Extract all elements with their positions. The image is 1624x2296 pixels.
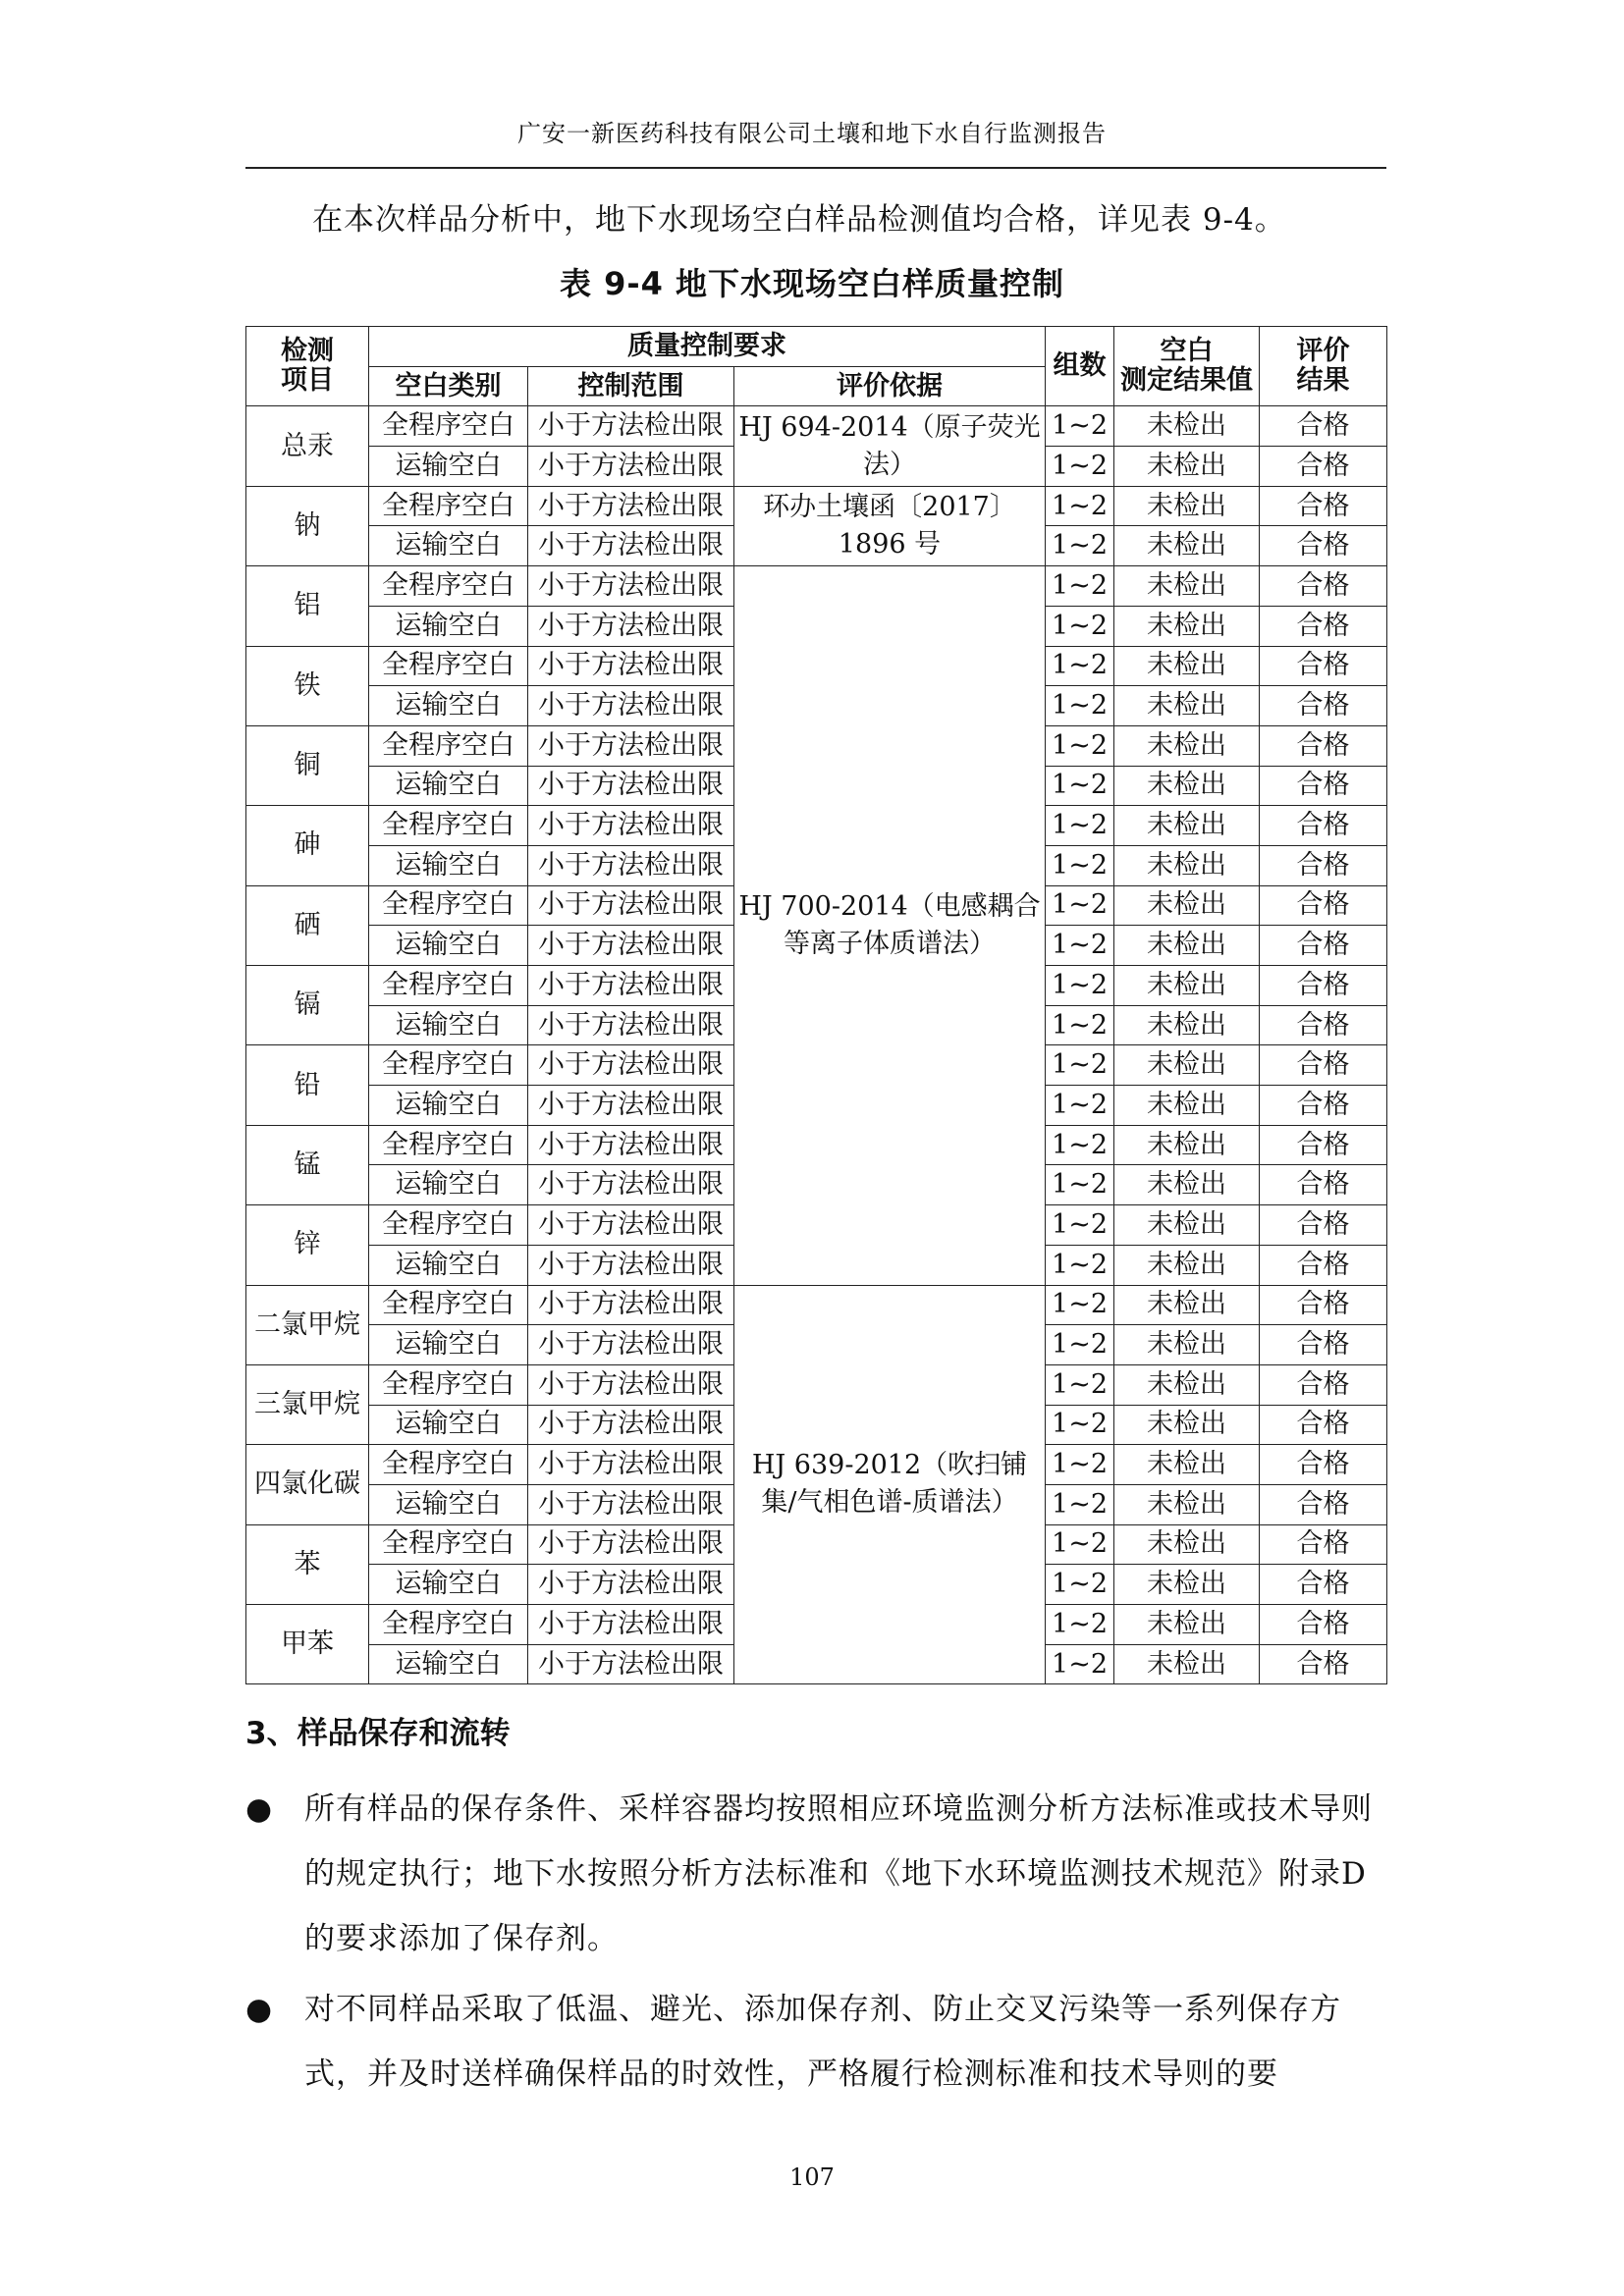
bullet-dot: ● — [245, 1992, 274, 2027]
control-range-cell: 小于方法检出限 — [528, 1445, 734, 1485]
result-cell: 合格 — [1260, 1005, 1387, 1045]
page-header: 广安一新医药科技有限公司土壤和地下水自行监测报告 — [517, 120, 1107, 147]
blank-type-cell: 全程序空白 — [369, 1285, 528, 1325]
result-cell: 合格 — [1260, 1484, 1387, 1524]
control-range-cell: 小于方法检出限 — [528, 1005, 734, 1045]
blank-type-cell: 全程序空白 — [369, 1045, 528, 1086]
header-rule — [245, 167, 1386, 169]
result-cell: 合格 — [1260, 566, 1387, 607]
evaluation-basis-cell: HJ 700-2014（电感耦合等离子体质谱法） — [734, 566, 1046, 1285]
groups-cell: 1~2 — [1046, 1644, 1114, 1684]
result-cell: 合格 — [1260, 1405, 1387, 1445]
blank-type-cell: 全程序空白 — [369, 646, 528, 686]
qc-table-body — [246, 406, 1387, 1684]
blank-type-cell: 运输空白 — [369, 1086, 528, 1126]
result-cell: 合格 — [1260, 486, 1387, 526]
blank-value-cell: 未检出 — [1114, 845, 1260, 885]
control-range-cell: 小于方法检出限 — [528, 646, 734, 686]
result-cell: 合格 — [1260, 686, 1387, 726]
bullet-text: 所有样品的保存条件、采样容器均按照相应环境监测分析方法标准或技术导则的规定执行；地下水按照分析方法标准和《地下水环境监测技术规范》附录D的要求添加了保存剂。 — [304, 1791, 1373, 1956]
blank-type-cell: 运输空白 — [369, 1245, 528, 1285]
blank-value-cell: 未检出 — [1114, 1325, 1260, 1365]
groups-cell: 1~2 — [1046, 1205, 1114, 1246]
blank-type-cell: 运输空白 — [369, 447, 528, 487]
blank-type-cell: 全程序空白 — [369, 806, 528, 846]
blank-value-cell: 未检出 — [1114, 1005, 1260, 1045]
control-range-cell: 小于方法检出限 — [528, 845, 734, 885]
item-name-cell: 钠 — [246, 486, 369, 565]
header-groups: 组数 — [1046, 327, 1114, 406]
control-range-cell: 小于方法检出限 — [528, 1086, 734, 1126]
blank-type-cell: 运输空白 — [369, 1325, 528, 1365]
result-cell: 合格 — [1260, 1205, 1387, 1246]
blank-type-cell: 运输空白 — [369, 766, 528, 806]
blank-type-cell: 全程序空白 — [369, 1445, 528, 1485]
groups-cell: 1~2 — [1046, 1445, 1114, 1485]
bullet-item — [245, 1777, 1386, 1971]
blank-value-cell: 未检出 — [1114, 1405, 1260, 1445]
blank-value-cell: 未检出 — [1114, 1125, 1260, 1165]
table-row — [246, 1285, 1387, 1325]
groups-cell: 1~2 — [1046, 1285, 1114, 1325]
groups-cell: 1~2 — [1046, 1325, 1114, 1365]
blank-value-cell: 未检出 — [1114, 566, 1260, 607]
groups-cell: 1~2 — [1046, 1405, 1114, 1445]
blank-value-cell: 未检出 — [1114, 406, 1260, 447]
result-cell: 合格 — [1260, 966, 1387, 1006]
blank-type-cell: 运输空白 — [369, 1165, 528, 1205]
result-cell: 合格 — [1260, 646, 1387, 686]
groups-cell: 1~2 — [1046, 526, 1114, 566]
item-name-cell: 硒 — [246, 885, 369, 965]
item-name-cell: 铝 — [246, 566, 369, 646]
control-range-cell: 小于方法检出限 — [528, 1125, 734, 1165]
item-name-cell: 砷 — [246, 806, 369, 885]
blank-value-cell: 未检出 — [1114, 1285, 1260, 1325]
blank-value-cell: 未检出 — [1114, 966, 1260, 1006]
control-range-cell: 小于方法检出限 — [528, 1524, 734, 1565]
control-range-cell: 小于方法检出限 — [528, 486, 734, 526]
result-cell: 合格 — [1260, 1285, 1387, 1325]
evaluation-basis-cell: HJ 639-2012（吹扫铺集/气相色谱-质谱法） — [734, 1285, 1046, 1684]
blank-type-cell: 全程序空白 — [369, 885, 528, 926]
section-title: 3、样品保存和流转 — [245, 1716, 511, 1751]
groups-cell: 1~2 — [1046, 447, 1114, 487]
blank-type-cell: 全程序空白 — [369, 1205, 528, 1246]
header-range: 控制范围 — [528, 366, 734, 406]
blank-value-cell: 未检出 — [1114, 725, 1260, 766]
result-cell: 合格 — [1260, 1125, 1387, 1165]
result-cell: 合格 — [1260, 1605, 1387, 1645]
blank-value-cell: 未检出 — [1114, 1644, 1260, 1684]
groups-cell: 1~2 — [1046, 606, 1114, 646]
control-range-cell: 小于方法检出限 — [528, 1285, 734, 1325]
result-cell: 合格 — [1260, 1364, 1387, 1405]
blank-type-cell: 运输空白 — [369, 526, 528, 566]
item-name-cell: 铁 — [246, 646, 369, 725]
blank-type-cell: 全程序空白 — [369, 406, 528, 447]
page-number: 107 — [789, 2163, 835, 2191]
blank-type-cell: 运输空白 — [369, 606, 528, 646]
blank-type-cell: 全程序空白 — [369, 1125, 528, 1165]
blank-type-cell: 全程序空白 — [369, 486, 528, 526]
bullet-dot: ● — [245, 1791, 274, 1827]
item-name-cell: 铅 — [246, 1045, 369, 1125]
control-range-cell: 小于方法检出限 — [528, 526, 734, 566]
blank-type-cell: 全程序空白 — [369, 566, 528, 607]
result-cell: 合格 — [1260, 1565, 1387, 1605]
control-range-cell: 小于方法检出限 — [528, 725, 734, 766]
groups-cell: 1~2 — [1046, 1005, 1114, 1045]
blank-type-cell: 全程序空白 — [369, 966, 528, 1006]
blank-value-cell: 未检出 — [1114, 1605, 1260, 1645]
result-cell: 合格 — [1260, 806, 1387, 846]
blank-type-cell: 运输空白 — [369, 1644, 528, 1684]
item-name-cell: 锌 — [246, 1205, 369, 1285]
result-cell: 合格 — [1260, 766, 1387, 806]
control-range-cell: 小于方法检出限 — [528, 766, 734, 806]
blank-value-cell: 未检出 — [1114, 1484, 1260, 1524]
result-cell: 合格 — [1260, 885, 1387, 926]
blank-value-cell: 未检出 — [1114, 526, 1260, 566]
blank-value-cell: 未检出 — [1114, 1524, 1260, 1565]
result-cell: 合格 — [1260, 1165, 1387, 1205]
blank-value-cell: 未检出 — [1114, 1364, 1260, 1405]
control-range-cell: 小于方法检出限 — [528, 1205, 734, 1246]
control-range-cell: 小于方法检出限 — [528, 885, 734, 926]
groups-cell: 1~2 — [1046, 885, 1114, 926]
blank-value-cell: 未检出 — [1114, 686, 1260, 726]
header-blank-type: 空白类别 — [369, 366, 528, 406]
blank-value-cell: 未检出 — [1114, 766, 1260, 806]
blank-value-cell: 未检出 — [1114, 447, 1260, 487]
control-range-cell: 小于方法检出限 — [528, 406, 734, 447]
groups-cell: 1~2 — [1046, 1086, 1114, 1126]
item-name-cell: 总汞 — [246, 406, 369, 486]
blank-type-cell: 运输空白 — [369, 845, 528, 885]
result-cell: 合格 — [1260, 845, 1387, 885]
result-cell: 合格 — [1260, 1445, 1387, 1485]
groups-cell: 1~2 — [1046, 1245, 1114, 1285]
item-name-cell: 锰 — [246, 1125, 369, 1204]
groups-cell: 1~2 — [1046, 766, 1114, 806]
control-range-cell: 小于方法检出限 — [528, 1644, 734, 1684]
header-qc-requirements: 质量控制要求 — [369, 327, 1046, 367]
evaluation-basis-cell: 环办土壤函〔2017〕1896 号 — [734, 486, 1046, 565]
groups-cell: 1~2 — [1046, 686, 1114, 726]
blank-type-cell: 运输空白 — [369, 686, 528, 726]
groups-cell: 1~2 — [1046, 1125, 1114, 1165]
control-range-cell: 小于方法检出限 — [528, 1605, 734, 1645]
control-range-cell: 小于方法检出限 — [528, 1484, 734, 1524]
blank-value-cell: 未检出 — [1114, 1205, 1260, 1246]
groups-cell: 1~2 — [1046, 486, 1114, 526]
evaluation-basis-cell: HJ 694-2014（原子荧光法） — [734, 406, 1046, 486]
groups-cell: 1~2 — [1046, 806, 1114, 846]
control-range-cell: 小于方法检出限 — [528, 806, 734, 846]
table-row — [246, 566, 1387, 607]
blank-value-cell: 未检出 — [1114, 1045, 1260, 1086]
item-name-cell: 镉 — [246, 966, 369, 1045]
item-name-cell: 四氯化碳 — [246, 1445, 369, 1524]
blank-value-cell: 未检出 — [1114, 1445, 1260, 1485]
blank-type-cell: 全程序空白 — [369, 1364, 528, 1405]
control-range-cell: 小于方法检出限 — [528, 926, 734, 966]
groups-cell: 1~2 — [1046, 406, 1114, 447]
header-result: 评价 结果 — [1260, 327, 1387, 406]
result-cell: 合格 — [1260, 447, 1387, 487]
result-cell: 合格 — [1260, 1086, 1387, 1126]
result-cell: 合格 — [1260, 1045, 1387, 1086]
groups-cell: 1~2 — [1046, 725, 1114, 766]
table-caption: 表 9-4 地下水现场空白样质量控制 — [559, 265, 1065, 302]
blank-type-cell: 运输空白 — [369, 1565, 528, 1605]
result-cell: 合格 — [1260, 1245, 1387, 1285]
groups-cell: 1~2 — [1046, 1045, 1114, 1086]
table-row — [246, 406, 1387, 447]
item-name-cell: 三氯甲烷 — [246, 1364, 369, 1444]
result-cell: 合格 — [1260, 1644, 1387, 1684]
control-range-cell: 小于方法检出限 — [528, 1565, 734, 1605]
item-name-cell: 二氯甲烷 — [246, 1285, 369, 1364]
blank-type-cell: 全程序空白 — [369, 725, 528, 766]
result-cell: 合格 — [1260, 926, 1387, 966]
control-range-cell: 小于方法检出限 — [528, 606, 734, 646]
blank-value-cell: 未检出 — [1114, 1165, 1260, 1205]
header-basis: 评价依据 — [734, 366, 1046, 406]
blank-value-cell: 未检出 — [1114, 1565, 1260, 1605]
control-range-cell: 小于方法检出限 — [528, 566, 734, 607]
control-range-cell: 小于方法检出限 — [528, 1325, 734, 1365]
control-range-cell: 小于方法检出限 — [528, 447, 734, 487]
header-item: 检测 项目 — [246, 327, 369, 406]
intro-paragraph: 在本次样品分析中，地下水现场空白样品检测值均合格，详见表 9-4。 — [312, 202, 1286, 238]
blank-type-cell: 全程序空白 — [369, 1605, 528, 1645]
blank-type-cell: 运输空白 — [369, 926, 528, 966]
blank-value-cell: 未检出 — [1114, 1245, 1260, 1285]
groups-cell: 1~2 — [1046, 1605, 1114, 1645]
control-range-cell: 小于方法检出限 — [528, 1245, 734, 1285]
control-range-cell: 小于方法检出限 — [528, 1165, 734, 1205]
groups-cell: 1~2 — [1046, 1565, 1114, 1605]
blank-type-cell: 运输空白 — [369, 1005, 528, 1045]
blank-type-cell: 全程序空白 — [369, 1524, 528, 1565]
result-cell: 合格 — [1260, 725, 1387, 766]
qc-table — [245, 326, 1387, 1684]
control-range-cell: 小于方法检出限 — [528, 1364, 734, 1405]
groups-cell: 1~2 — [1046, 1484, 1114, 1524]
control-range-cell: 小于方法检出限 — [528, 1045, 734, 1086]
result-cell: 合格 — [1260, 406, 1387, 447]
blank-value-cell: 未检出 — [1114, 606, 1260, 646]
groups-cell: 1~2 — [1046, 1524, 1114, 1565]
item-name-cell: 苯 — [246, 1524, 369, 1604]
control-range-cell: 小于方法检出限 — [528, 686, 734, 726]
blank-value-cell: 未检出 — [1114, 486, 1260, 526]
blank-value-cell: 未检出 — [1114, 806, 1260, 846]
result-cell: 合格 — [1260, 606, 1387, 646]
blank-value-cell: 未检出 — [1114, 885, 1260, 926]
blank-type-cell: 运输空白 — [369, 1484, 528, 1524]
header-blank-value: 空白 测定结果值 — [1114, 327, 1260, 406]
bullet-item — [245, 1977, 1386, 2107]
groups-cell: 1~2 — [1046, 566, 1114, 607]
result-cell: 合格 — [1260, 1524, 1387, 1565]
groups-cell: 1~2 — [1046, 845, 1114, 885]
control-range-cell: 小于方法检出限 — [528, 966, 734, 1006]
blank-value-cell: 未检出 — [1114, 1086, 1260, 1126]
groups-cell: 1~2 — [1046, 1165, 1114, 1205]
blank-type-cell: 运输空白 — [369, 1405, 528, 1445]
groups-cell: 1~2 — [1046, 1364, 1114, 1405]
result-cell: 合格 — [1260, 1325, 1387, 1365]
groups-cell: 1~2 — [1046, 646, 1114, 686]
control-range-cell: 小于方法检出限 — [528, 1405, 734, 1445]
item-name-cell: 甲苯 — [246, 1605, 369, 1684]
blank-value-cell: 未检出 — [1114, 926, 1260, 966]
item-name-cell: 铜 — [246, 725, 369, 805]
blank-value-cell: 未检出 — [1114, 646, 1260, 686]
bullet-text: 对不同样品采取了低温、避光、添加保存剂、防止交叉污染等一系列保存方式，并及时送样确保样品的时效性，严格履行检测标准和技术导则的要 — [304, 1992, 1341, 2092]
table-row — [246, 486, 1387, 526]
groups-cell: 1~2 — [1046, 926, 1114, 966]
result-cell: 合格 — [1260, 526, 1387, 566]
groups-cell: 1~2 — [1046, 966, 1114, 1006]
